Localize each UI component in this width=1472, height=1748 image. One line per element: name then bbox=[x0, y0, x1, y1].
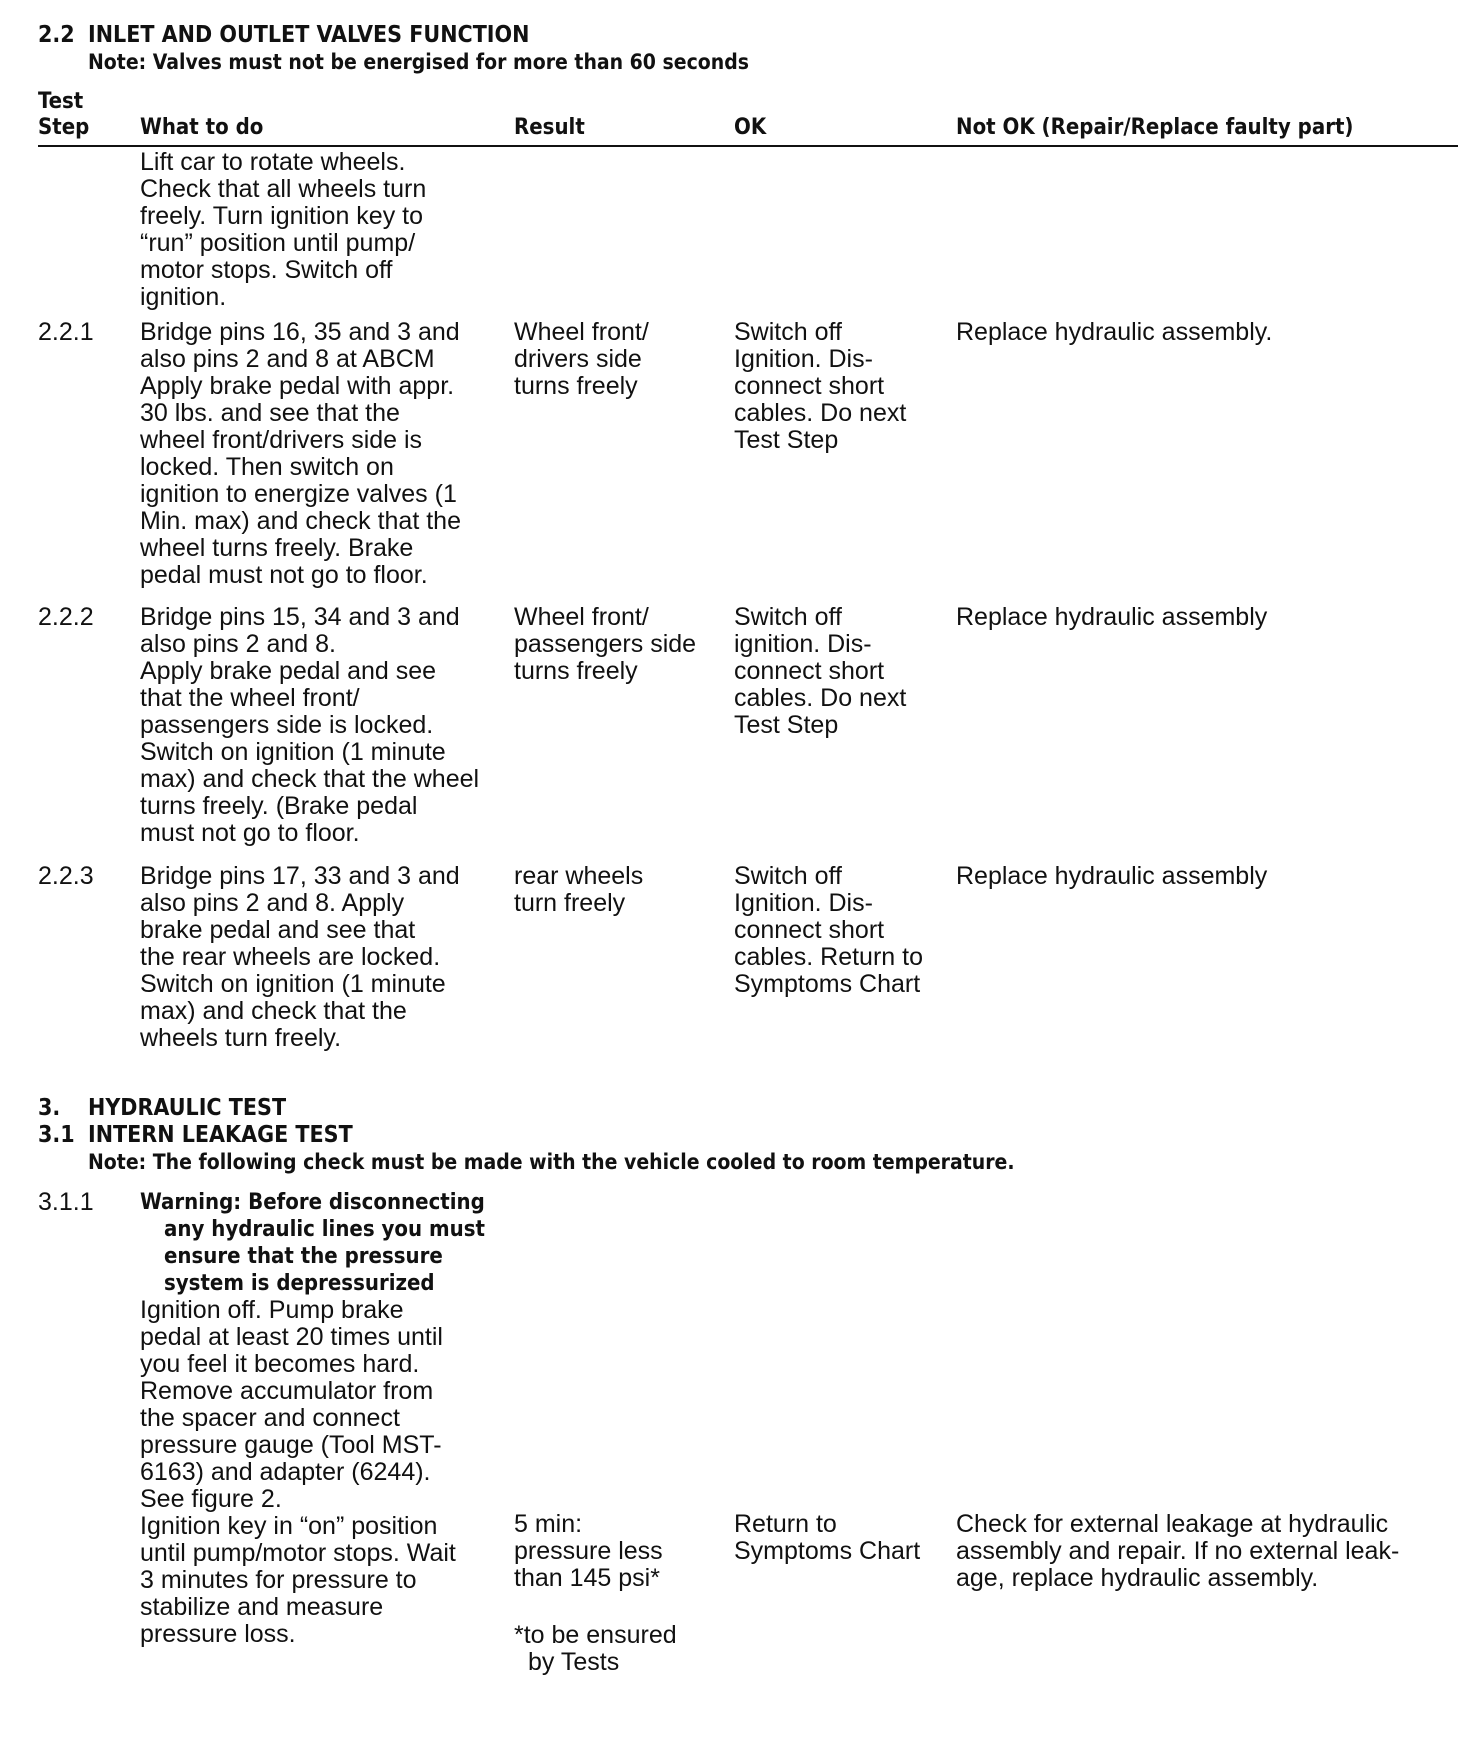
header-not-ok: Not OK (Repair/Replace faulty part) bbox=[956, 115, 1354, 140]
text-line: Wheel front/ bbox=[514, 318, 649, 346]
section-3-1-heading bbox=[38, 1122, 1458, 1149]
text-line: wheel front/drivers side is bbox=[140, 426, 423, 454]
text-line: Switch off bbox=[734, 862, 842, 890]
text-line: cables. Do next bbox=[734, 684, 907, 712]
text-line: pedal must not go to floor. bbox=[140, 561, 428, 589]
what-to-do-cell bbox=[140, 604, 479, 847]
text-line: Symptoms Chart bbox=[734, 1537, 921, 1565]
what-to-do-cell bbox=[140, 863, 460, 1052]
text-line: cables. Do next bbox=[734, 399, 907, 427]
text-line: Ignition. Dis- bbox=[734, 345, 873, 373]
ok-cell bbox=[734, 1511, 920, 1565]
section-title: INTERN LEAKAGE TEST bbox=[88, 1122, 353, 1148]
text-line: Replace hydraulic assembly bbox=[956, 603, 1268, 631]
text-line: pedal at least 20 times until bbox=[140, 1323, 443, 1351]
section-number: 2.2 bbox=[38, 22, 75, 48]
result-cell bbox=[514, 863, 643, 917]
not-ok-cell bbox=[956, 1511, 1399, 1592]
header-test-step bbox=[38, 89, 89, 141]
text-line: passengers side is locked. bbox=[140, 711, 434, 739]
text-line: stabilize and measure bbox=[140, 1593, 384, 1621]
text-line: Min. max) and check that the bbox=[140, 507, 461, 535]
text-line: assembly and repair. If no external leak- bbox=[956, 1537, 1400, 1565]
section-3-1-note: Note: The following check must be made with the vehicle cooled to room temperature. bbox=[88, 1150, 1015, 1174]
text-line: until pump/motor stops. Wait bbox=[140, 1539, 456, 1567]
text-line: See figure 2. bbox=[140, 1485, 282, 1513]
text-line: age, replace hydraulic assembly. bbox=[956, 1564, 1319, 1592]
text-line: Return to bbox=[734, 1510, 837, 1538]
not-ok-cell bbox=[956, 863, 1267, 890]
header-result: Result bbox=[514, 115, 585, 140]
result-cell bbox=[514, 319, 649, 400]
footnote-line: *to be ensured bbox=[514, 1621, 677, 1649]
text-line: Replace hydraulic assembly. bbox=[956, 318, 1273, 346]
text-line: Ignition. Dis- bbox=[734, 889, 873, 917]
header-ok: OK bbox=[734, 115, 767, 140]
text-line: Bridge pins 17, 33 and 3 and bbox=[140, 862, 460, 890]
text-line: that the wheel front/ bbox=[140, 684, 360, 712]
text-line: wheels turn freely. bbox=[140, 1024, 342, 1052]
text-line: Switch off bbox=[734, 603, 842, 631]
text-line: pressure less bbox=[514, 1537, 663, 1565]
text-line: also pins 2 and 8. bbox=[140, 630, 336, 658]
table-row-2-2-1 bbox=[38, 319, 1458, 604]
text-line: Ignition key in “on” position bbox=[140, 1512, 438, 1540]
text-line: Symptoms Chart bbox=[734, 970, 921, 998]
text-line: 3 minutes for pressure to bbox=[140, 1566, 417, 1594]
text-line: ignition to energize valves (1 bbox=[140, 480, 457, 508]
text-line: connect short bbox=[734, 657, 885, 685]
text-line: pressure gauge (Tool MST- bbox=[140, 1431, 442, 1459]
text-line: Test Step bbox=[734, 426, 839, 454]
table-row-2-2-2 bbox=[38, 604, 1458, 863]
text-line: connect short bbox=[734, 916, 885, 944]
text-line: 30 lbs. and see that the bbox=[140, 399, 400, 427]
text-line: Ignition off. Pump brake bbox=[140, 1296, 404, 1324]
text-line: the rear wheels are locked. bbox=[140, 943, 441, 971]
text-line: you feel it becomes hard. bbox=[140, 1350, 420, 1378]
text-line: pressure loss. bbox=[140, 1620, 296, 1648]
result-cell bbox=[514, 604, 696, 685]
section-number: 3.1 bbox=[38, 1122, 75, 1148]
section-title: INLET AND OUTLET VALVES FUNCTION bbox=[88, 22, 530, 48]
text-line: Apply brake pedal with appr. bbox=[140, 372, 455, 400]
step-number: 3.1.1 bbox=[38, 1188, 94, 1216]
text-line: Check for external leakage at hydraulic bbox=[956, 1510, 1389, 1538]
text-line: any hydraulic lines you must bbox=[164, 1217, 485, 1242]
intro-line: Lift car to rotate wheels. bbox=[140, 148, 406, 176]
text-line: Switch on ignition (1 minute bbox=[140, 738, 446, 766]
text-line: ensure that the pressure bbox=[164, 1244, 443, 1269]
text-line: Replace hydraulic assembly bbox=[956, 862, 1268, 890]
table-row-3-1-1 bbox=[38, 1189, 1458, 1709]
header-what-to-do: What to do bbox=[140, 115, 264, 140]
text-line: Bridge pins 16, 35 and 3 and bbox=[140, 318, 460, 346]
text-line: locked. Then switch on bbox=[140, 453, 394, 481]
text-line: system is depressurized bbox=[164, 1271, 435, 1296]
text-line: passengers side bbox=[514, 630, 697, 658]
not-ok-cell bbox=[956, 319, 1272, 346]
header-test-line: Test bbox=[38, 89, 84, 114]
text-line: turns freely. (Brake pedal bbox=[140, 792, 418, 820]
text-line: drivers side bbox=[514, 345, 642, 373]
step-number: 2.2.1 bbox=[38, 318, 94, 346]
what-to-do-cell bbox=[140, 1189, 485, 1648]
text-line: must not go to floor. bbox=[140, 819, 360, 847]
text-line: connect short bbox=[734, 372, 885, 400]
ok-cell bbox=[734, 604, 906, 739]
table-row-2-2-3 bbox=[38, 863, 1458, 1095]
text-line: wheel turns freely. Brake bbox=[140, 534, 414, 562]
intro-line: “run” position until pump/ bbox=[140, 229, 416, 257]
ok-cell bbox=[734, 319, 906, 454]
intro-line: ignition. bbox=[140, 283, 227, 311]
text-line: 5 min: bbox=[514, 1510, 583, 1538]
footnote-line: by Tests bbox=[528, 1648, 620, 1676]
text-line: Test Step bbox=[734, 711, 839, 739]
not-ok-cell bbox=[956, 604, 1267, 631]
text-line: Bridge pins 15, 34 and 3 and bbox=[140, 603, 460, 631]
text-line: rear wheels bbox=[514, 862, 644, 890]
section-2-2-note: Note: Valves must not be energised for more than 60 seconds bbox=[88, 50, 749, 74]
text-line: also pins 2 and 8. Apply bbox=[140, 889, 405, 917]
text-line: 6163) and adapter (6244). bbox=[140, 1458, 431, 1486]
section-number: 3. bbox=[38, 1095, 61, 1121]
step-number: 2.2.3 bbox=[38, 862, 94, 890]
text-line: turns freely bbox=[514, 657, 638, 685]
section-3-heading bbox=[38, 1095, 1458, 1122]
ok-cell bbox=[734, 863, 923, 998]
document-page bbox=[38, 22, 1458, 1709]
text-line: cables. Return to bbox=[734, 943, 923, 971]
step-number: 2.2.2 bbox=[38, 603, 94, 631]
text-line: brake pedal and see that bbox=[140, 916, 416, 944]
text-line: the spacer and connect bbox=[140, 1404, 400, 1432]
intro-line: freely. Turn ignition key to bbox=[140, 202, 424, 230]
header-step-line: Step bbox=[38, 115, 90, 140]
result-cell bbox=[514, 1511, 677, 1676]
text-line: turns freely bbox=[514, 372, 638, 400]
text-line: max) and check that the bbox=[140, 997, 407, 1025]
section-2-2-heading bbox=[38, 22, 1458, 49]
intro-row bbox=[38, 149, 1458, 319]
text-line: ignition. Dis- bbox=[734, 630, 872, 658]
section-title: HYDRAULIC TEST bbox=[88, 1095, 287, 1121]
text-line: than 145 psi* bbox=[514, 1564, 660, 1592]
what-to-do-cell bbox=[140, 319, 461, 589]
intro-line: Check that all wheels turn bbox=[140, 175, 427, 203]
text-line: Apply brake pedal and see bbox=[140, 657, 437, 685]
text-line: Switch on ignition (1 minute bbox=[140, 970, 446, 998]
text-line: Switch off bbox=[734, 318, 842, 346]
text-line: Warning: Before disconnecting bbox=[140, 1190, 485, 1215]
text-line: Remove accumulator from bbox=[140, 1377, 434, 1405]
warning-text bbox=[140, 1189, 485, 1297]
intro-line: motor stops. Switch off bbox=[140, 256, 393, 284]
table-header bbox=[38, 83, 1458, 147]
text-line: Wheel front/ bbox=[514, 603, 649, 631]
text-line: turn freely bbox=[514, 889, 626, 917]
intro-instructions bbox=[140, 149, 426, 311]
text-line: max) and check that the wheel bbox=[140, 765, 480, 793]
text-line: also pins 2 and 8 at ABCM bbox=[140, 345, 435, 373]
